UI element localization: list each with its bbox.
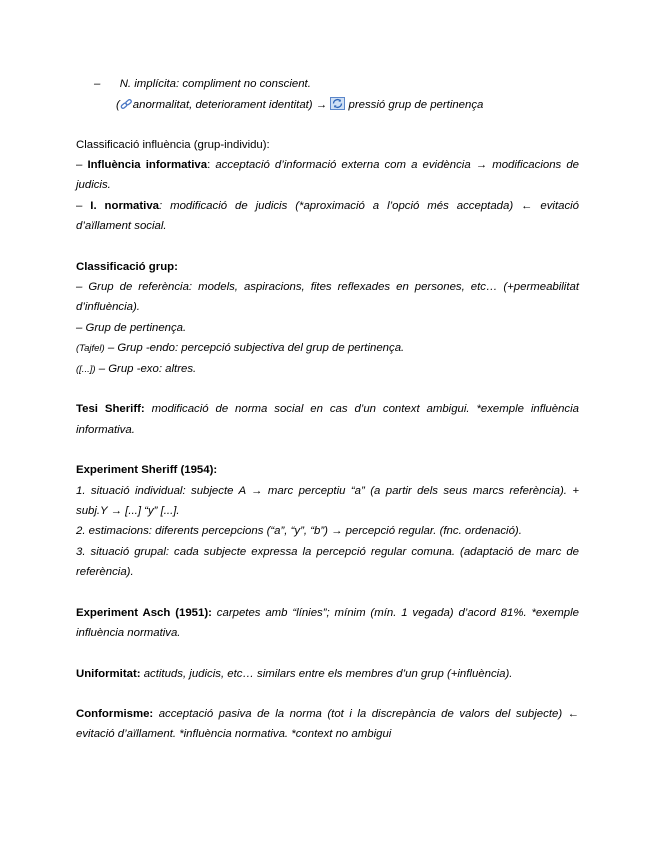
sheriff-thesis-label: Tesi Sheriff:: [76, 403, 145, 415]
link-icon: [120, 98, 133, 110]
tajfel-citation: (Tajfel): [76, 343, 105, 354]
group-classification-heading: Classificació grup:: [76, 261, 178, 273]
informative-influence-label: Influència informativa: [87, 159, 208, 171]
uniformity-label: Uniformitat:: [76, 668, 141, 680]
implicit-influence-text: anormalitat, deteriorament identitat) →: [132, 99, 328, 111]
informative-influence-continuation: judicis.: [76, 179, 111, 191]
informative-influence-text: acceptació d’informació externa com a evidència → modificacions de: [210, 159, 579, 171]
conformism-continuation: evitació d’aïllament. *influència normativa. *context no ambigui: [76, 728, 392, 740]
endo-group-text: – Grup -endo: percepció subjectiva del grup de pertinença.: [104, 342, 405, 354]
membership-group-line: – Grup de pertinença.: [76, 322, 187, 334]
implicit-influence-detail: [116, 97, 556, 112]
sheriff-step-2: 2. estimacions: diferents percepcions (“a”, “y”, “b”) → percepció regular. (fnc. ordenació).: [76, 525, 522, 537]
conformism-label: Conformisme:: [76, 708, 154, 720]
normative-influence-label: I. normativa: [90, 200, 159, 212]
sheriff-experiment-heading: Experiment Sheriff (1954):: [76, 464, 218, 476]
dash: –: [76, 159, 88, 171]
uniformity-text: actituds, judicis, etc… similars entre els membres d’un grup (+influència).: [140, 668, 513, 680]
informative-influence-line: [76, 158, 579, 172]
sheriff-thesis-line: [76, 402, 579, 416]
normative-influence-text: : modificació de judicis (*aproximació a l’opció més acceptada) ← evitació: [159, 200, 580, 212]
reference-group-continuation: d’influència).: [76, 301, 140, 313]
conformism-line: [76, 707, 579, 721]
sheriff-step-3-continuation: referència).: [76, 566, 134, 578]
asch-experiment-text: carpetes amb “línies”; mínim (mín. 1 vegada) d’acord 81%. *exemple: [211, 607, 579, 619]
sheriff-step-3: 3. situació grupal: cada subjecte expressa la percepció regular comuna. (adaptació de marc de: [76, 546, 579, 558]
asch-experiment-continuation: influència normativa.: [76, 627, 181, 639]
bullet-dash: –: [94, 78, 101, 90]
normative-influence-line: [76, 199, 579, 213]
conformism-text: acceptació pasiva de la norma (tot i la discrepància de valors del subjecte) ←: [153, 708, 579, 720]
exo-group-text: – Grup -exo: altres.: [95, 363, 197, 375]
sheriff-step-1: 1. situació individual: subjecte A → marc perceptiu “a” (a partir dels seus marcs referència). +: [76, 485, 579, 497]
exo-citation: ([...]): [76, 364, 96, 375]
implicit-influence-line: [94, 77, 514, 91]
endo-group-line: [76, 341, 579, 356]
implicit-influence-tail: pressió grup de pertinença: [345, 99, 484, 111]
asch-experiment-line: [76, 606, 579, 620]
influence-classification-heading: Classificació influència (grup-individu):: [76, 139, 270, 151]
exo-group-line: [76, 362, 579, 377]
sheriff-thesis-text: modificació de norma social en cas d’un context ambigui. *exemple influència: [144, 403, 579, 415]
dash: –: [76, 200, 91, 212]
uniformity-line: [76, 667, 579, 681]
refresh-icon: [330, 97, 345, 110]
sheriff-thesis-continuation: informativa.: [76, 424, 135, 436]
colon: :: [207, 159, 211, 171]
reference-group-line: – Grup de referència: models, aspiracions, fites reflexades en persones, etc… (+permeabilitat: [76, 281, 579, 293]
normative-influence-continuation: d’aïllament social.: [76, 220, 167, 232]
sheriff-step-1-continuation: subj.Y → [...] “y” [...].: [76, 505, 180, 517]
paren-open: (: [116, 99, 120, 111]
asch-experiment-label: Experiment Asch (1951):: [76, 607, 212, 619]
implicit-influence-label: N. implícita: compliment no conscient.: [119, 78, 311, 90]
